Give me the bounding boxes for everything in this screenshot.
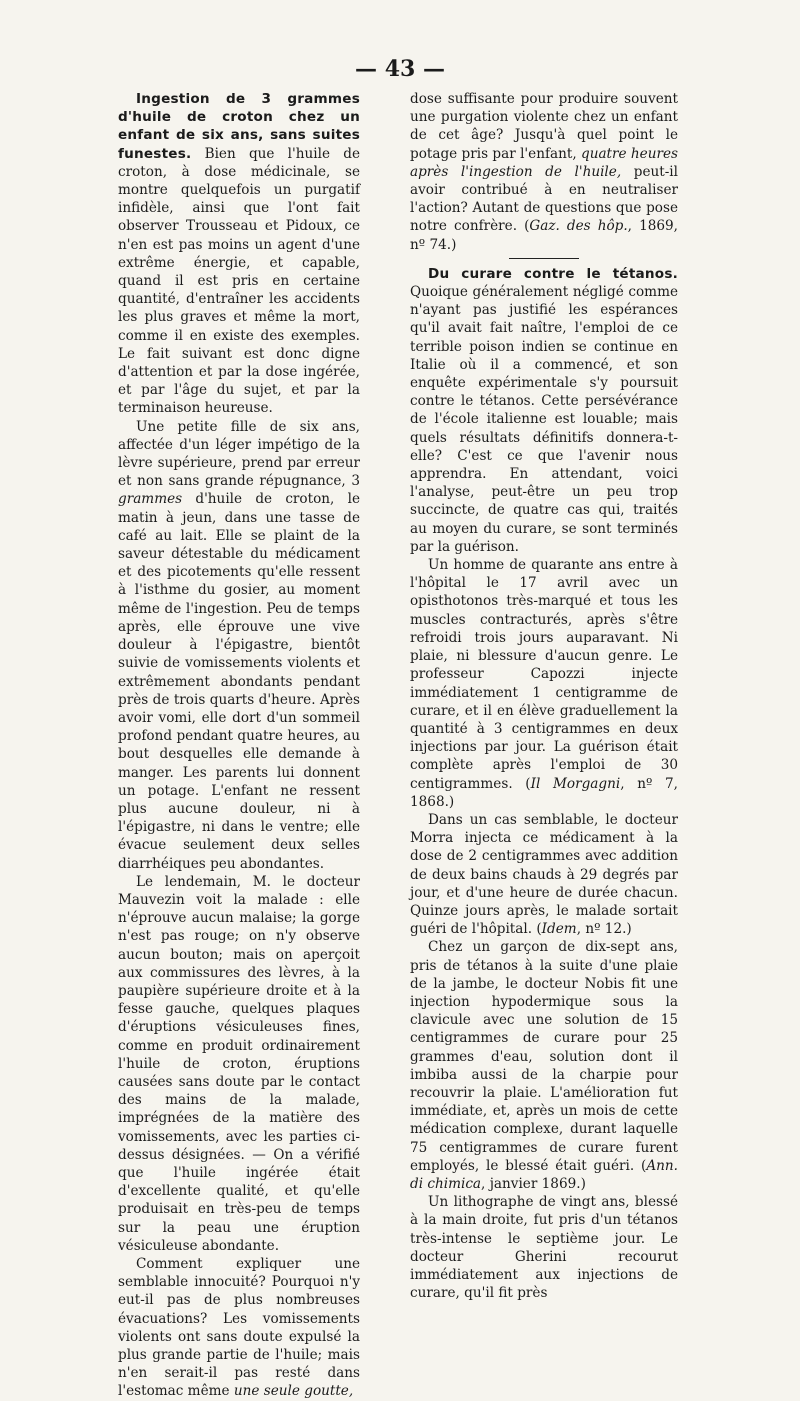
text-run: , 1869, nº 74.) <box>410 218 678 253</box>
text-run: Dans un cas semblable, le docteur Morra injecta ce médicament à la dose de 2 centigrammes avec addition de deux bains chauds à 29 degrés par jour, et d'une heure de durée chacun. Quinze jours après, le malade sortait guéri de l'hôpital. ( <box>410 811 678 938</box>
text-run: Un homme de quarante ans entre à l'hôpital le 17 avril avec un opisthotonos très-marqué et tous les muscles contracturés, après s'être refroidi trois jours auparavant. Ni plaie, ni blessure d'aucun genre. Le professeur Capozzi injecte immédiatement 1 centigramme de curare, et il en élève graduellement la quantité à 3 centigrammes en deux injections par jour. La guérison était complète après l'emploi de 30 centigrammes. ( <box>410 557 678 792</box>
source-citation: Ann. di chimica <box>410 1157 678 1192</box>
text-run: , nº 12.) <box>576 921 632 938</box>
section-divider <box>509 258 579 259</box>
text-run: Comment expliquer une semblable innocuité? Pourquoi n'y eut-il pas de plus nombreuses évacuations? Les vomissements violents ont sans doute expulsé la plus grande partie de l'huile; mais n'en serait-il pas resté dans l'estomac même <box>118 1256 360 1400</box>
source-citation: Il Morgagni <box>530 775 621 792</box>
source-citation: Gaz. des hôp. <box>529 218 628 235</box>
paragraph-case-description <box>118 418 360 873</box>
text-run: , nº 7, 1868.) <box>410 775 678 810</box>
right-column <box>410 90 678 1302</box>
article-title-curare: Du curare contre le tétanos. <box>428 265 678 282</box>
article-intro-croton: Bien que l'huile de croton, à dose médicinale, se montre quelquefois un purgatif infidèle, ainsi que l'ont fait observer Trousseau et Pidoux, ce n'en est pas moins un agent d'une extrême énergie, et capable, quand il est pris en certaine quantité, d'entraîner les accidents les plus graves et même la mort, comme il en existe des exemples. Le fait suivant est donc digne d'attention et par la dose ingérée, et par l'âge du sujet, et par la terminaison heureuse. <box>118 145 360 417</box>
article-croton <box>118 90 360 418</box>
paragraph-discussion <box>118 1255 360 1401</box>
paragraph-followup: Le lendemain, M. le docteur Mauvezin voit la malade : elle n'éprouve aucun malaise; la gorge n'est pas rouge; on n'y observe aucun bouton; mais on aperçoit aux commissures des lèvres, à la paupière supérieure droite et à la fesse gauche, quelques plaques d'éruptions vésiculeuses fines, comme en produit ordinairement l'huile de croton, éruptions causées sans doute par le contact des mains de la malade, imprégnées de la matière des vomissements, avec les parties ci-dessus désignées. — On a vérifié que l'huile ingérée était d'excellente qualité, et qu'elle produisait en très-peu de temps sur la peau une éruption vésiculeuse abondante. <box>118 873 360 1254</box>
paragraph-case-4: Un lithographe de vingt ans, blessé à la main droite, fut pris d'un tétanos très-intense le septième jour. Le docteur Gherini recourut immédiatement aux injections de curare, qu'il fit près <box>410 1194 678 1302</box>
italic-run: quatre heures après l'ingestion de l'huile, <box>410 145 678 180</box>
paragraph-case-2 <box>410 811 678 938</box>
italic-run: une seule goutte, <box>233 1383 354 1400</box>
paragraph-case-3 <box>410 938 678 1193</box>
text-run: peut-il avoir contribué à en neutraliser l'action? Autant de questions que pose notre confrère. ( <box>410 163 678 235</box>
page-number: — 43 — <box>355 56 445 82</box>
paragraph-case-1 <box>410 556 678 811</box>
text-run: Chez un garçon de dix-sept ans, pris de tétanos à la suite d'une plaie de la jambe, le docteur Nobis fit une injection hypodermique sous la clavicule avec une solution de 15 centigrammes de curare pour 25 grammes d'eau, solution dont il imbiba aussi de la charpie pour recouvrir la plaie. L'amélioration fut immédiate, et, après un mois de cette médication complexe, durant laquelle 75 centigrammes de curare furent employés, le blessé était guéri. ( <box>410 939 678 1174</box>
article-curare <box>410 265 678 556</box>
article-title-croton: Ingestion de 3 grammes d'huile de croton chez un enfant de six ans, sans suites funestes. <box>118 91 360 162</box>
text-run: , janvier 1869.) <box>481 1175 586 1192</box>
text-run: Une petite fille de six ans, affectée d'un léger impétigo de la lèvre supérieure, prend par erreur et non sans grande répugnance, 3 <box>118 418 360 490</box>
paragraph-continuation <box>410 90 678 254</box>
text-run: d'huile de croton, le matin à jeun, dans une tasse de café au lait. Elle se plaint de la saveur détestable du médicament et des picotements qu'elle ressent à l'isthme du gosier, au moment même de l'ingestion. Peu de temps après, elle éprouve une vive douleur à l'épigastre, bientôt suivie de vomissements violents et extrêmement abondants pendant près de trois quarts d'heure. Après avoir vomi, elle dort d'un sommeil profond pendant quatre heures, au bout desquelles elle demande à manger. Les parents lui donnent un potage. L'enfant ne ressent plus aucune douleur, ni à l'épigastre, ni dans le ventre; elle évacue seulement deux selles diarrhéiques peu abondantes. <box>118 491 360 872</box>
source-citation: Idem <box>541 921 577 938</box>
left-column <box>118 90 360 1401</box>
article-intro-curare: Quoique généralement négligé comme n'ayant pas justifié les espérances qu'il avait fait naître, l'emploi de ce terrible poison indien se continue en Italie où il a commencé, et son enquête expérimentale s'y poursuit contre le tétanos. Cette persévérance de l'école italienne est louable; mais quels résultats définitifs donnera-t-elle? C'est ce que l'avenir nous apprendra. En attendant, voici l'analyse, peut-être un peu trop succincte, de quatre cas qui, traités au moyen du curare, se sont terminés par la guérison. <box>410 284 678 555</box>
italic-run: grammes <box>118 491 183 508</box>
text-run: dose suffisante pour produire souvent une purgation violente chez un enfant de cet âge? Jusqu'à quel point le potage pris par l'enfant, <box>410 91 678 162</box>
